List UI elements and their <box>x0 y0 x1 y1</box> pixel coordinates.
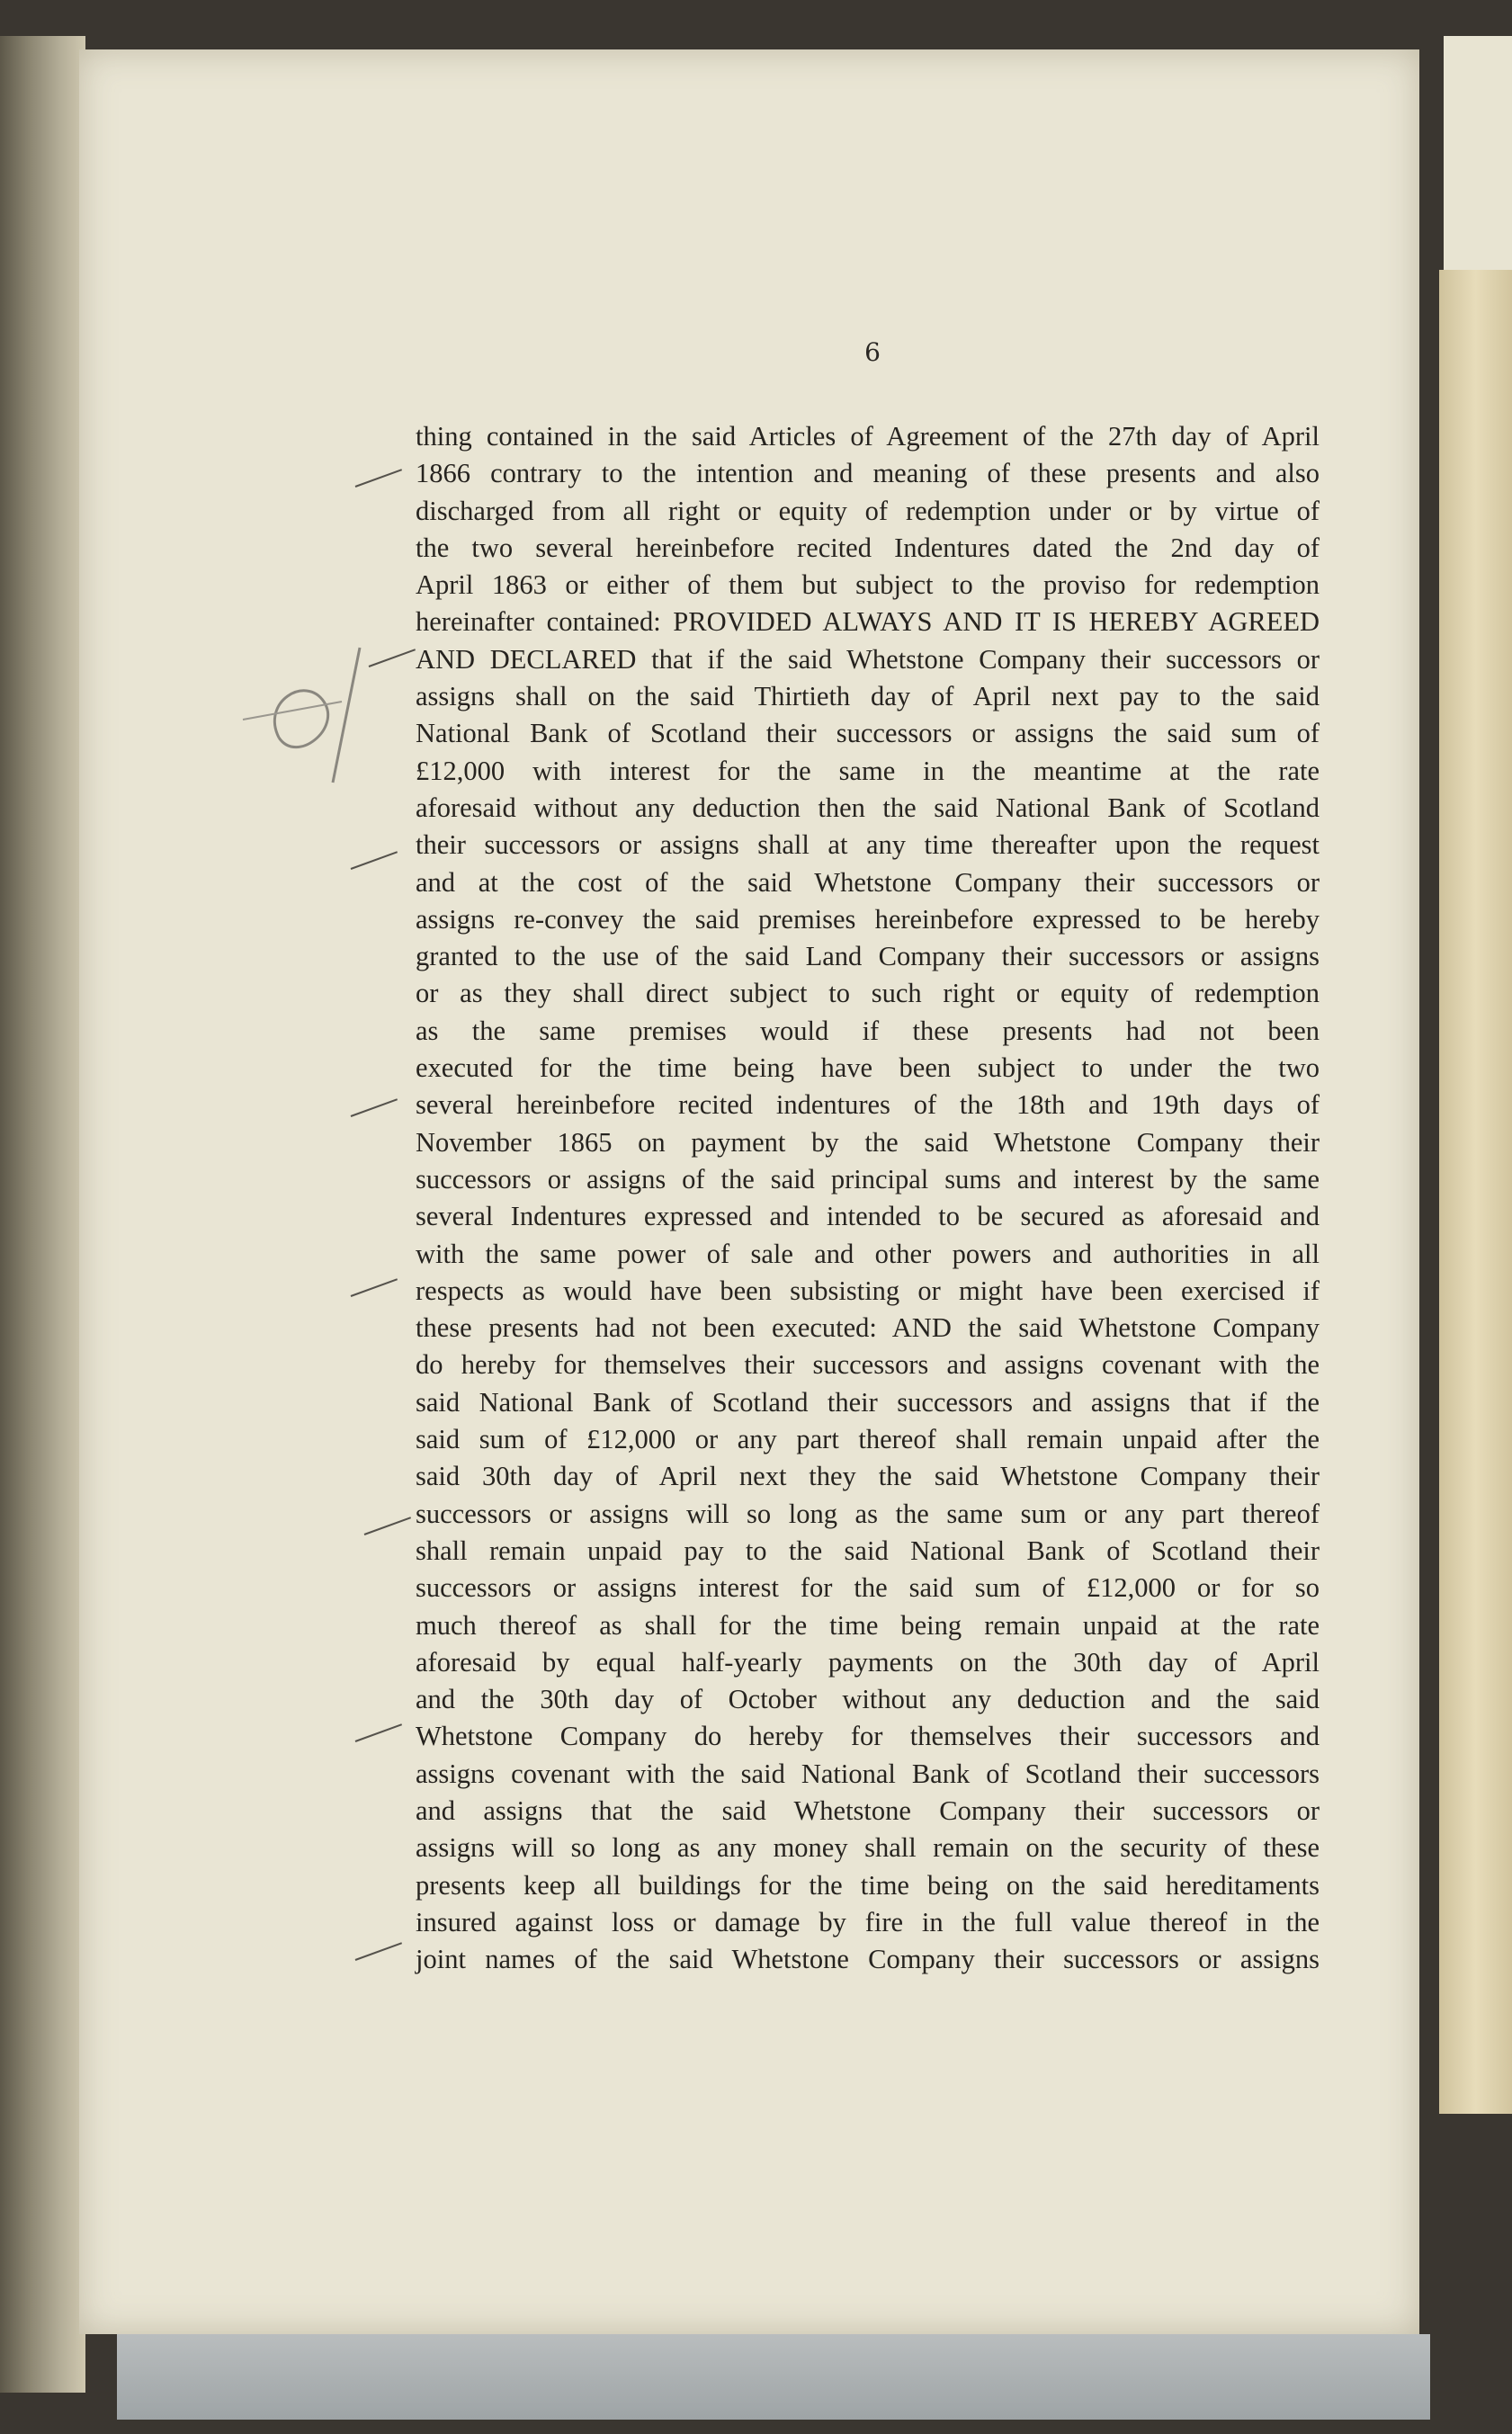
text-line: much thereof as shall for the time being remain unpaid at the rate <box>416 1609 1320 1641</box>
text-line: assigns will so long as any money shall remain on the security of these <box>416 1832 1320 1864</box>
page-bottom-edge <box>117 2334 1430 2420</box>
page-number: 6 <box>864 337 881 367</box>
text-line: aforesaid without any deduction then the said National Bank of Scotland <box>416 792 1320 823</box>
text-line: several hereinbefore recited indentures of the 18th and 19th days of <box>416 1089 1320 1121</box>
text-line: April 1863 or either of them but subject to the proviso for redemption <box>416 569 1320 601</box>
text-line: shall remain unpaid pay to the said National Bank of Scotland their <box>416 1535 1320 1566</box>
text-line: National Bank of Scotland their successors or assigns the said sum of <box>416 718 1320 749</box>
adjacent-page-strip <box>1439 270 1512 2114</box>
text-line: several Indentures expressed and intended to be secured as aforesaid and <box>416 1201 1320 1232</box>
text-line: successors or assigns interest for the said sum of £12,000 or for so <box>416 1572 1320 1604</box>
text-line: AND DECLARED that if the said Whetstone Company their successors or <box>416 643 1320 675</box>
body-text <box>416 418 1320 1978</box>
text-line: Whetstone Company do hereby for themselves their successors and <box>416 1721 1320 1752</box>
text-line: the two several hereinbefore recited Indentures dated the 2nd day of <box>416 532 1320 563</box>
text-line: 1866 contrary to the intention and meaning of these presents and also <box>416 458 1320 489</box>
text-line: assigns re-convey the said premises hereinbefore expressed to be hereby <box>416 903 1320 935</box>
pencil-annotation-icon <box>225 630 405 792</box>
text-line: and at the cost of the said Whetstone Company their successors or <box>416 866 1320 898</box>
text-line: successors or assigns of the said principal sums and interest by the same <box>416 1163 1320 1195</box>
text-line: or as they shall direct subject to such right or equity of redemption <box>416 978 1320 1009</box>
text-line: executed for the time being have been subject to under the two <box>416 1052 1320 1084</box>
text-line: with the same power of sale and other powers and authorities in all <box>416 1238 1320 1269</box>
text-line: thing contained in the said Articles of Agreement of the 27th day of April <box>416 421 1320 452</box>
text-line: their successors or assigns shall at any time thereafter upon the request <box>416 829 1320 861</box>
text-line: said 30th day of April next they the said Whetstone Company their <box>416 1461 1320 1492</box>
text-line: hereinafter contained: PROVIDED ALWAYS AND IT IS HEREBY AGREED <box>416 606 1320 638</box>
text-line: said sum of £12,000 or any part thereof shall remain unpaid after the <box>416 1424 1320 1455</box>
text-line: these presents had not been executed: AND the said Whetstone Company <box>416 1312 1320 1344</box>
text-line: as the same premises would if these presents had not been <box>416 1015 1320 1046</box>
text-line: and the 30th day of October without any deduction and the said <box>416 1684 1320 1715</box>
text-line: joint names of the said Whetstone Company their successors or assigns <box>416 1944 1320 1975</box>
text-line: said National Bank of Scotland their successors and assigns that if the <box>416 1386 1320 1418</box>
text-line: and assigns that the said Whetstone Company their successors or <box>416 1794 1320 1826</box>
text-line: aforesaid by equal half-yearly payments on the 30th day of April <box>416 1646 1320 1678</box>
text-line: successors or assigns will so long as the same sum or any part thereof <box>416 1498 1320 1529</box>
text-line: assigns shall on the said Thirtieth day of April next pay to the said <box>416 681 1320 712</box>
book-binding <box>0 36 85 2393</box>
text-line: granted to the use of the said Land Company their successors or assigns <box>416 941 1320 972</box>
text-line: assigns covenant with the said National Bank of Scotland their successors <box>416 1758 1320 1789</box>
text-line: £12,000 with interest for the same in the meantime at the rate <box>416 755 1320 786</box>
text-line: respects as would have been subsisting or might have been exercised if <box>416 1275 1320 1306</box>
adjacent-page-edge <box>1444 36 1512 270</box>
text-line: presents keep all buildings for the time being on the said hereditaments <box>416 1869 1320 1901</box>
text-line: insured against loss or damage by fire in the full value thereof in the <box>416 1906 1320 1937</box>
text-line: discharged from all right or equity of redemption under or by virtue of <box>416 495 1320 526</box>
text-line: November 1865 on payment by the said Whetstone Company their <box>416 1126 1320 1158</box>
text-line: do hereby for themselves their successors and assigns covenant with the <box>416 1349 1320 1381</box>
